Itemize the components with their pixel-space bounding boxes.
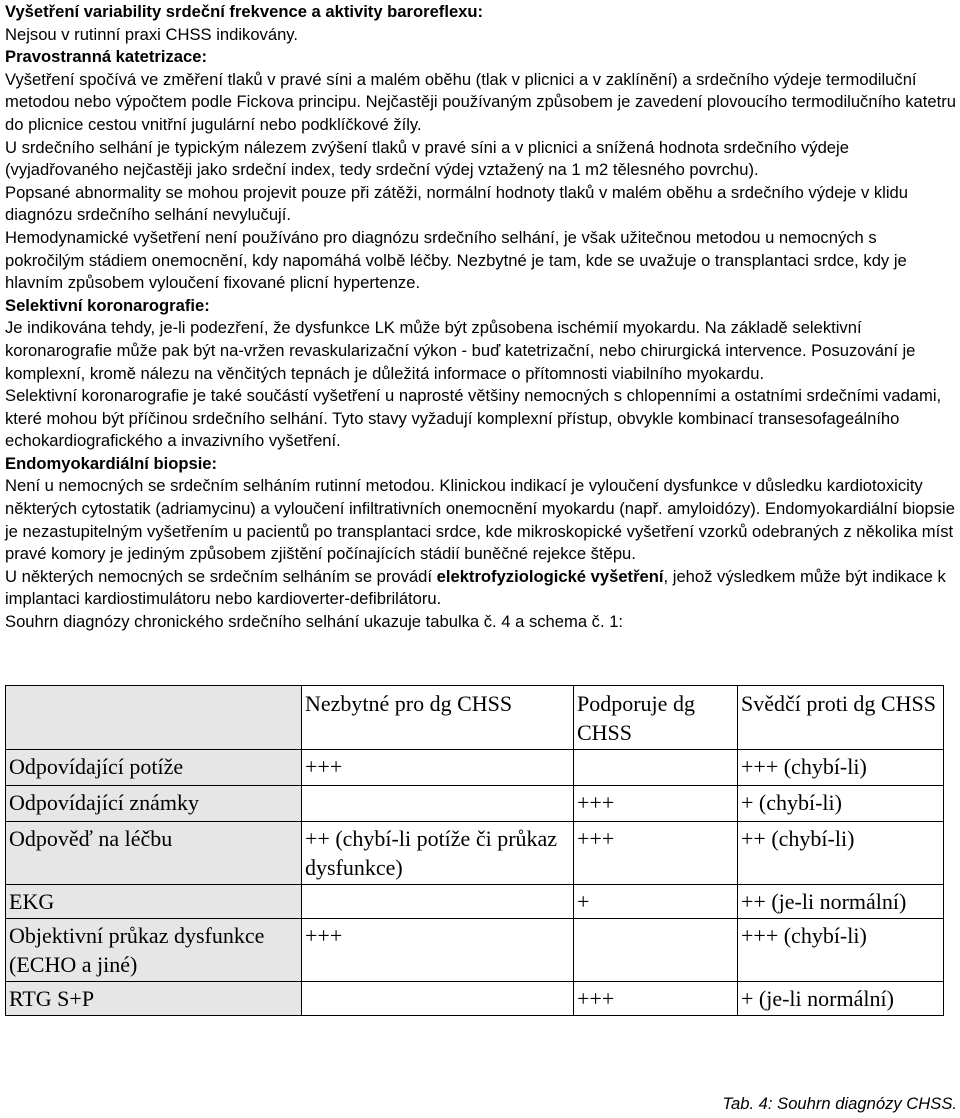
row-label: Odpovídající potíže [6, 750, 302, 786]
coronarography-heading: Selektivní koronarografie: [5, 295, 210, 315]
summary-paragraph: Souhrn diagnózy chronického srdečního selhání ukazuje tabulka č. 4 a schema č. 1: [5, 612, 624, 632]
row-label: EKG [6, 885, 302, 919]
catheterization-paragraph-1: Vyšetření spočívá ve změření tlaků v pravé síni a malém oběhu (tlak v plicnici a v zaklínění) a srdečního výdeje termodiluční metodou nebo výpočtem podle Fickova principu. Nejčastěji používaným způsobem je zavedení plovoucího termodilučního katetru do plicnice cestou vnitřní jugulární nebo podklíčkové žíly. [5, 69, 956, 134]
ep-text-bold: elektrofyziologické vyšetření [436, 566, 664, 586]
hrv-text: Nejsou v rutinní praxi CHSS indikovány. [5, 24, 298, 44]
table-cell: +++ [574, 982, 738, 1016]
coronarography-paragraph-1: Je indikována tehdy, je-li podezření, že dysfunkce LK může být způsobena ischémií myokardu. Na základě selektivní koronarografie může pak být na-vržen revaskularizační výkon - buď katetrizační, nebo chirurgická intervence. Posuzování je komplexní, kromě nálezu na věnčitých tepnách je důležitá informace o přítomnosti viabilního myokardu. [5, 318, 916, 383]
table-cell [574, 919, 738, 982]
biopsy-paragraph: Není u nemocných se srdečním selháním rutinní metodou. Klinickou indikací je vyloučení dysfunkce v důsledku kardiotoxicity některých cytostatik (adriamycinu) a vyloučení infiltrativních onemocnění myokardu (např. amyloidózy). Endomyokardiální biopsie je nezastupitelným vyšetřením u pacientů po transplantaci srdce, kde mikroskopické vyšetření vzorků odebraných z několika míst pravé komory je jediným způsobem zjištění počínajících stádií buněčné rejekce štěpu. [5, 476, 955, 564]
biopsy-heading: Endomyokardiální biopsie: [5, 453, 218, 473]
catheterization-heading: Pravostranná katetrizace: [5, 47, 207, 67]
catheterization-paragraph-4: Hemodynamické vyšetření není používáno pro diagnózu srdečního selhání, je však užitečnou metodou u nemocných s pokročilým stádiem onemocnění, kdy napomáhá volbě léčby. Nezbytné je tam, kde se uvažuje o transplantaci srdce, kdy je hlavním způsobem vyloučení fixované plicní hypertenze. [5, 227, 907, 293]
table-cell: ++ (je-li normální) [738, 885, 944, 919]
table-row [6, 822, 944, 885]
table-cell: +++ (chybí-li) [738, 919, 944, 982]
table-row [6, 919, 944, 982]
table-row [6, 786, 944, 822]
table-row [6, 885, 944, 919]
row-label: Objektivní průkaz dysfunkce (ECHO a jiné) [6, 919, 302, 982]
table-cell: ++ (chybí-li) [738, 822, 944, 885]
table-cell: +++ [302, 919, 574, 982]
table-header-cell: Svědčí proti dg CHSS [738, 686, 944, 750]
table-cell: +++ (chybí-li) [738, 750, 944, 786]
table-cell: + (je-li normální) [738, 982, 944, 1016]
table-cell [302, 786, 574, 822]
table-row [6, 750, 944, 786]
row-label: RTG S+P [6, 982, 302, 1016]
electrophysiology-paragraph [5, 566, 960, 611]
table-header-cell: Nezbytné pro dg CHSS [302, 686, 574, 750]
table-cell [302, 982, 574, 1016]
diagnosis-table [5, 685, 944, 1016]
table-cell: + [574, 885, 738, 919]
ep-text-pre: U některých nemocných se srdečním selháním se provádí [5, 566, 437, 586]
catheterization-paragraph-2: U srdečního selhání je typickým nálezem zvýšení tlaků v pravé síni a v plicnici a snížená hodnota srdečního výdeje (vyjadřovaného nejčastěji jako srdeční index, tedy srdeční výdej vztažený na 1 m2 tělesného povrchu). [5, 137, 849, 180]
ep-text-post: , jehož výsledkem může být indikace k implantaci kardiostimulátoru nebo kardioverter-defibrilátoru. [5, 566, 946, 609]
table-cell: +++ [574, 786, 738, 822]
coronarography-paragraph-2: Selektivní koronarografie je také součástí vyšetření u naprosté většiny nemocných s chlopenními a ostatními srdečními vadami, které mohou být příčinou srdečního selhání. Tyto stavy vyžadují komplexní přístup, obvykle kombinací transesofageálního echokardiografického a invazivního vyšetření. [5, 386, 942, 451]
row-label: Odpovídající známky [6, 786, 302, 822]
table-header-cell [6, 686, 302, 750]
table-header-row [6, 686, 944, 750]
table-header-cell: Podporuje dg CHSS [574, 686, 738, 750]
table-cell: +++ [302, 750, 574, 786]
row-label: Odpověď na léčbu [6, 822, 302, 885]
table-caption: Tab. 4: Souhrn diagnózy CHSS. [722, 1094, 957, 1113]
hrv-heading: Vyšetření variability srdeční frekvence a aktivity baroreflexu: [5, 2, 484, 21]
table-row [6, 982, 944, 1016]
table-cell [302, 885, 574, 919]
catheterization-paragraph-3: Popsané abnormality se mohou projevit pouze při zátěži, normální hodnoty tlaků v malém oběhu a srdečního výdeje v klidu diagnózu srdečního selhání nevylučují. [5, 182, 909, 225]
table-cell: + (chybí-li) [738, 786, 944, 822]
table-cell: +++ [574, 822, 738, 885]
table-cell [574, 750, 738, 786]
document-body [5, 1, 960, 634]
table-cell: ++ (chybí-li potíže či průkaz dysfunkce) [302, 822, 574, 885]
